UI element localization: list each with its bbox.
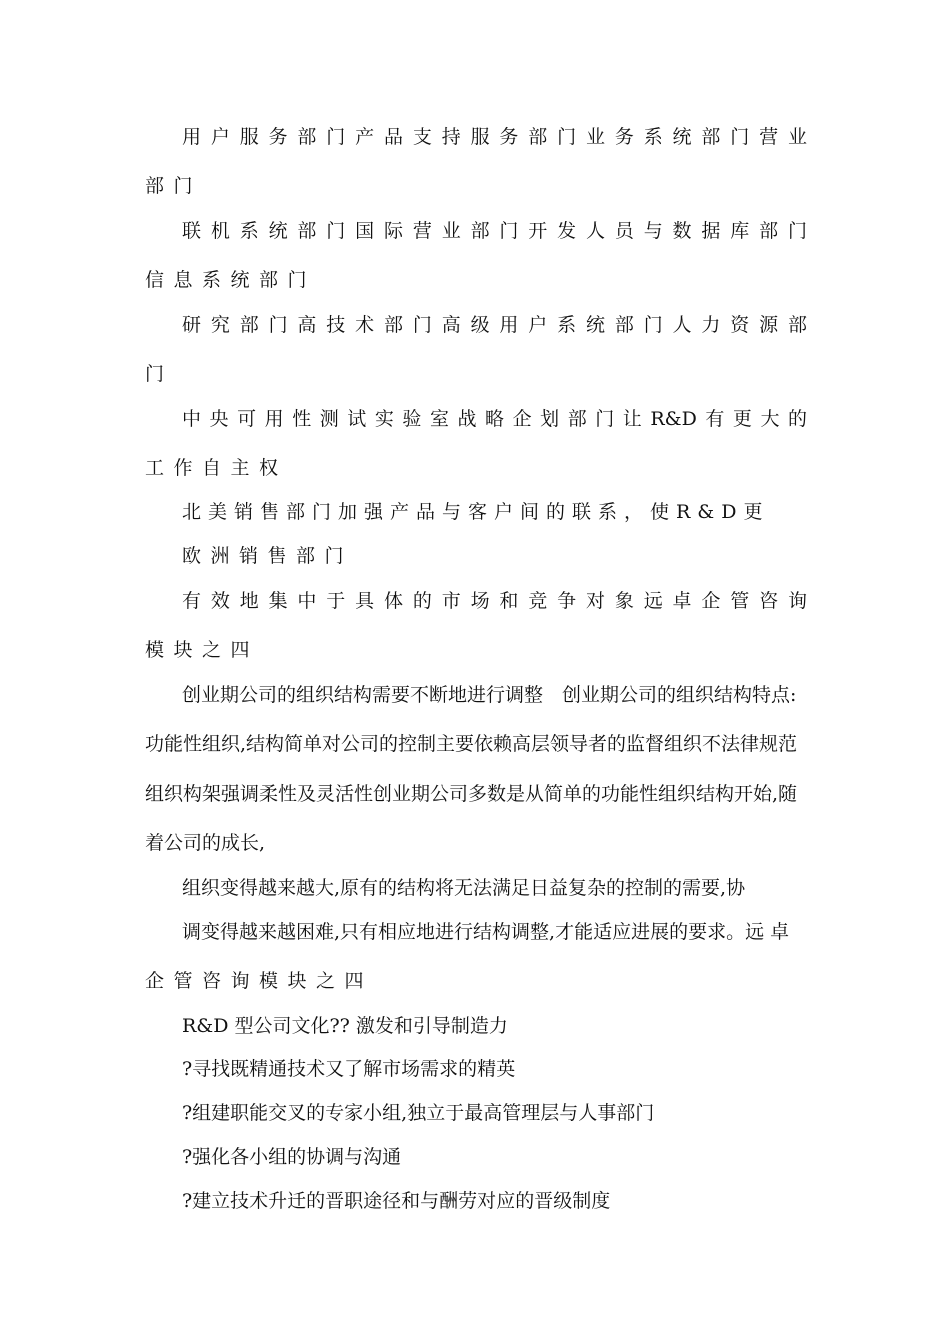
text-line-21: ?寻找既精通技术又了解市场需求的精英 [182, 1058, 516, 1080]
text-line-20: R&D 型公司文化?? 激发和引导制造力 [182, 1015, 508, 1037]
text-line-8: 工作自主权 [145, 457, 288, 479]
text-line-6: 门 [145, 363, 165, 385]
text-line-11: 有效地集中于具体的市场和竞争对象远卓企管咨询 [182, 590, 807, 612]
text-line-18: 调变得越来越困难,只有相应地进行结构调整,才能适应进展的要求。远 卓 [182, 921, 790, 943]
text-line-15: 组织构架强调柔性及灵活性创业期公司多数是从简单的功能性组织结构开始,随 [145, 783, 798, 805]
text-line-23: ?强化各小组的协调与沟通 [182, 1146, 402, 1168]
text-line-13: 创业期公司的组织结构需要不断地进行调整 创业期公司的组织结构特点: [182, 684, 797, 706]
text-line-22: ?组建职能交叉的专家小组,独立于最高管理层与人事部门 [182, 1102, 655, 1124]
text-line-7: 中央可用性测试实验室战略企划部门让R&D有更大的 [182, 408, 807, 430]
text-line-1: 用户服务部门产品支持服务部门业务系统部门营业 [182, 126, 807, 148]
text-line-4: 信息系统部门 [145, 269, 317, 291]
text-line-24: ?建立技术升迁的晋职途径和与酬劳对应的晋级制度 [182, 1190, 611, 1212]
text-line-12: 模块之四 [145, 639, 260, 661]
text-line-3: 联机系统部门国际营业部门开发人员与数据库部门 [182, 220, 807, 242]
text-line-10: 欧洲销售部门 [182, 545, 354, 567]
text-line-9: 北美销售部门加强产品与客户间的联系，使R&D更 [182, 501, 770, 523]
text-line-16: 着公司的成长, [145, 832, 266, 854]
text-line-14: 功能性组织,结构简单对公司的控制主要依赖高层领导者的监督组织不法律规范 [145, 733, 798, 755]
text-line-19: 企管咨询模块之四 [145, 970, 374, 992]
text-line-17: 组织变得越来越大,原有的结构将无法满足日益复杂的控制的需要,协 [182, 877, 746, 899]
text-line-2: 部门 [145, 175, 203, 197]
text-line-5: 研究部门高技术部门高级用户系统部门人力资源部 [182, 314, 807, 336]
